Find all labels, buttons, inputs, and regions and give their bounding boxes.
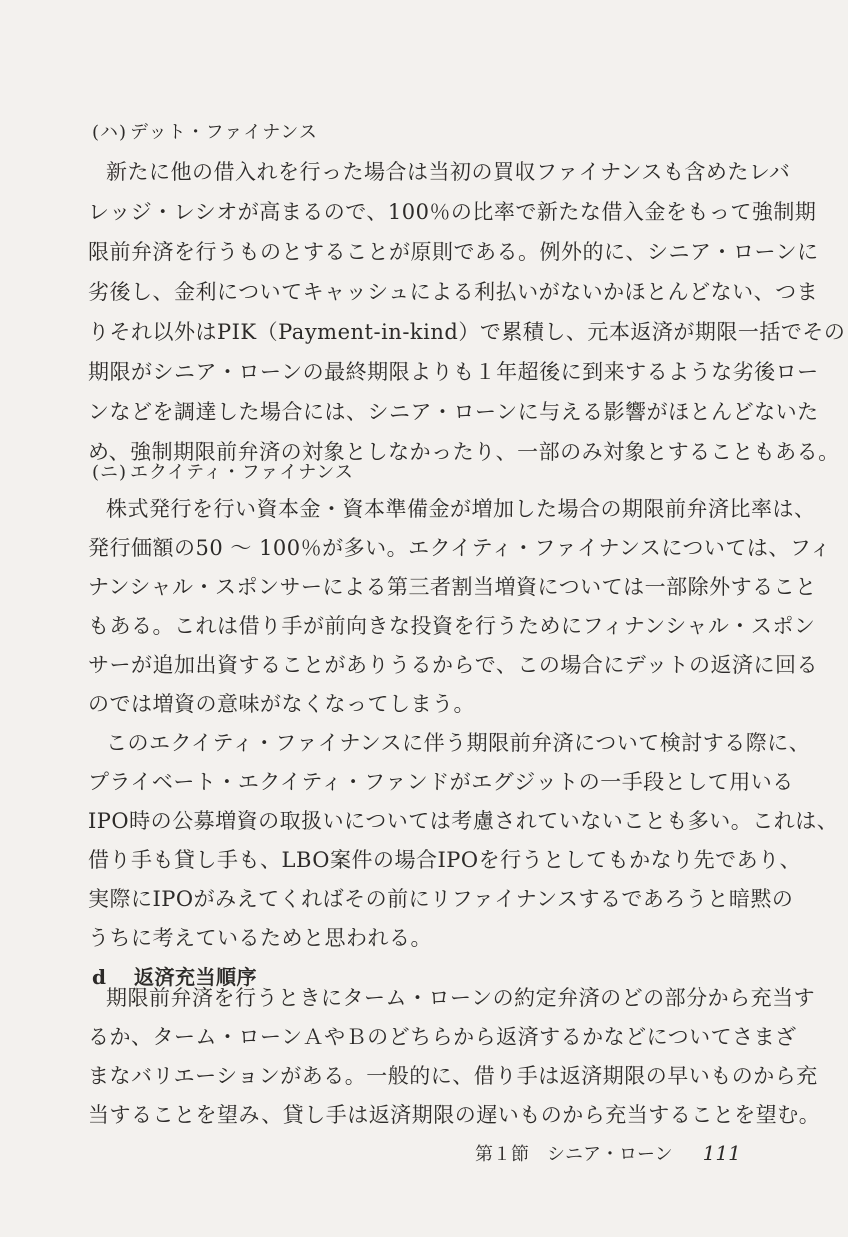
paragraph-line: まなバリエーションがある。一般的に、借り手は返済期限の早いものから充 (88, 1064, 818, 1088)
paragraph-line: もある。これは借り手が前向きな投資を行うためにフィナンシャル・スポン (88, 614, 816, 638)
paragraph-line: 実際にIPOがみえてくればその前にリファイナンスするであろうと暗黙の (88, 887, 794, 911)
subheading-title: デット・ファイナンス (130, 122, 318, 143)
paragraph-line: サーが追加出資することがありうるからで、この場合にデットの返済に回る (88, 653, 818, 677)
section-letter: d (92, 965, 107, 989)
paragraph-line: のでは増資の意味がなくなってしまう。 (88, 692, 475, 716)
paragraph-line: このエクイティ・ファイナンスに伴う期限前弁済について検討する際に、 (106, 731, 811, 755)
subheading-marker: (ハ) (92, 122, 128, 143)
subheading-debt-finance (92, 118, 744, 148)
paragraph-line: 株式発行を行い資本金・資本準備金が増加した場合の期限前弁済比率は、 (106, 497, 816, 521)
subheading-marker: (ニ) (92, 462, 128, 483)
paragraph-line: レッジ・レシオが高まるので、100％の比率で新たな借入金をもって強制期 (88, 200, 817, 224)
subheading-equity-finance (92, 458, 744, 488)
running-footer (475, 1138, 745, 1170)
paragraph-line: ンなどを調達した場合には、シニア・ローンに与える影響がほとんどないた (88, 400, 819, 424)
paragraph-line: りそれ以外はPIK（Payment-in-kind）で累積し、元本返済が期限一括でその (88, 320, 846, 344)
paragraph-line: め、強制期限前弁済の対象としなかったり、一部のみ対象とすることもある。 (88, 440, 840, 464)
paragraph-line: 新たに他の借入れを行った場合は当初の買収ファイナンスも含めたレバ (106, 160, 791, 184)
paragraph-line: 発行価額の50 ～ 100％が多い。エクイティ・ファイナンスについては、フィ (88, 536, 832, 560)
footer-section-title: 第１節 シニア・ローン (475, 1144, 673, 1165)
paragraph-line: るか、ターム・ローンＡやＢのどちらから返済するかなどについてさまざ (88, 1025, 797, 1049)
page-number: 111 (702, 1141, 741, 1165)
paragraph-line: うちに考えているためと思われる。 (88, 926, 432, 950)
paragraph-line: 当することを望み、貸し手は返済期限の遅いものから充当することを望む。 (88, 1103, 821, 1127)
paragraph-line: 劣後し、金利についてキャッシュによる利払いがないかほとんどない、つま (88, 280, 819, 304)
subheading-title: エクイティ・ファイナンス (130, 462, 354, 483)
paragraph-line: 限前弁済を行うものとすることが原則である。例外的に、シニア・ローンに (88, 240, 819, 264)
paragraph-line: 借り手も貸し手も、LBO案件の場合IPOを行うとしてもかなり先であり、 (88, 848, 802, 872)
section-title: 返済充当順序 (134, 965, 257, 989)
paragraph-line: 期限前弁済を行うときにターム・ローンの約定弁済のどの部分から充当す (106, 986, 816, 1010)
paragraph-line: プライベート・エクイティ・ファンドがエグジットの一手段として用いる (88, 770, 794, 794)
paragraph-line: ナンシャル・スポンサーによる第三者割当増資については一部除外すること (88, 575, 817, 599)
paragraph-line: IPO時の公募増資の取扱いについては考慮されていないことも多い。これは、 (88, 809, 839, 833)
paragraph-line: 期限がシニア・ローンの最終期限よりも１年超後に到来するような劣後ロー (88, 360, 819, 384)
